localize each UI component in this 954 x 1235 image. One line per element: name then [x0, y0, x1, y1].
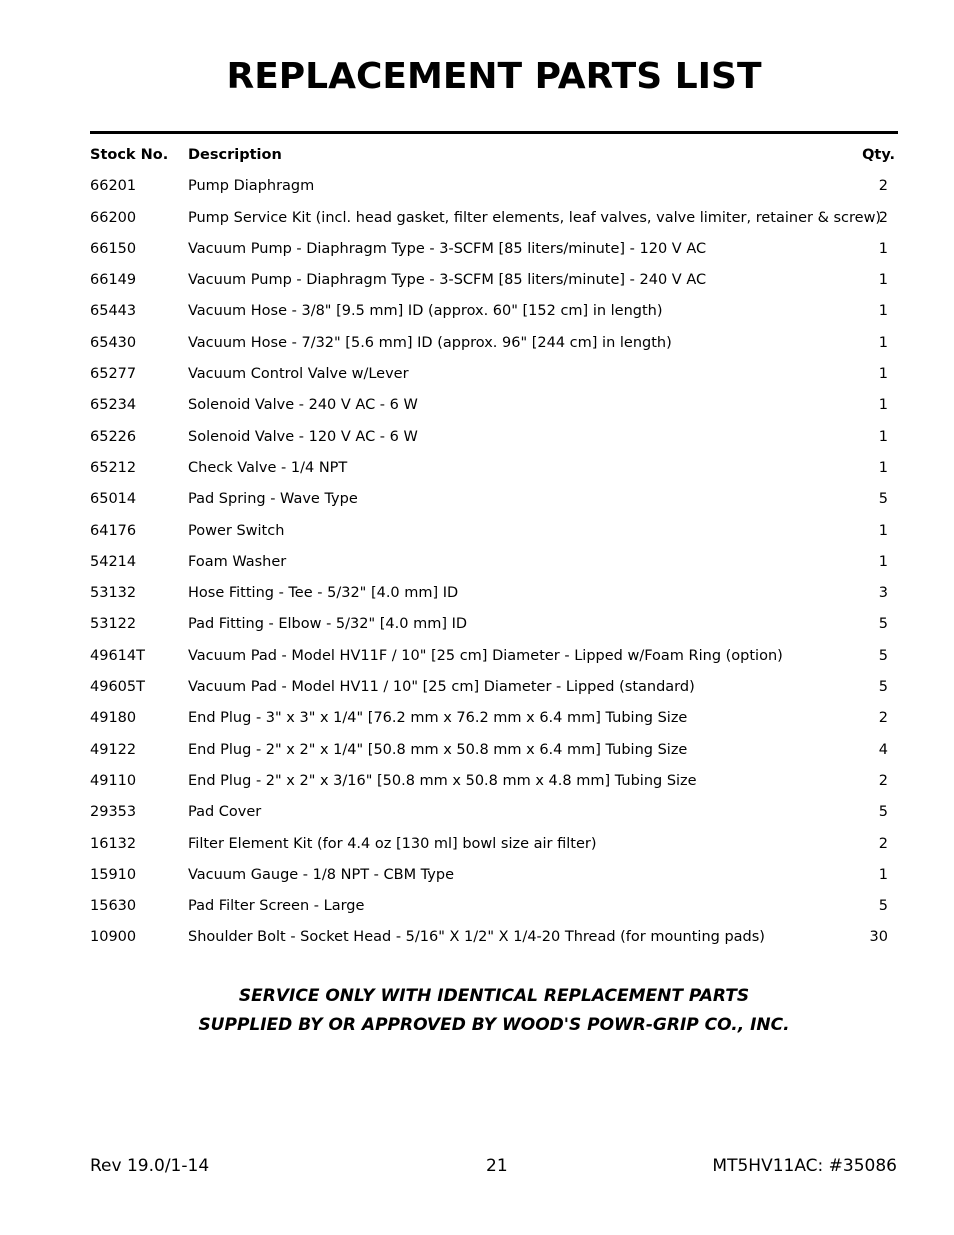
- qty-cell: 2: [878, 209, 888, 226]
- stock-no-cell: 16132: [90, 835, 137, 852]
- service-notice-line-1: SERVICE ONLY WITH IDENTICAL REPLACEMENT PARTS: [238, 986, 750, 1006]
- qty-cell: 1: [878, 366, 888, 383]
- stock-no-cell: 65226: [90, 428, 137, 445]
- qty-cell: 5: [878, 647, 888, 664]
- description-cell: Solenoid Valve - 240 V AC - 6 W: [188, 397, 418, 414]
- table-row: [90, 203, 898, 234]
- description-cell: End Plug - 2" x 2" x 3/16" [50.8 mm x 50.8 mm x 4.8 mm] Tubing Size: [188, 772, 697, 789]
- table-row: [90, 735, 898, 766]
- qty-cell: 5: [878, 898, 888, 915]
- stock-no-cell: 29353: [90, 804, 137, 821]
- description-cell: Vacuum Hose - 7/32" [5.6 mm] ID (approx. 96" [244 cm] in length): [188, 334, 672, 351]
- stock-no-cell: 65234: [90, 397, 137, 414]
- stock-no-cell: 65430: [90, 334, 137, 351]
- qty-cell: 2: [878, 178, 888, 195]
- service-notice-line-2: SUPPLIED BY OR APPROVED BY WOOD'S POWR-GRIP CO., INC.: [198, 1015, 790, 1035]
- qty-cell: 5: [878, 804, 888, 821]
- header-stock-no: Stock No.: [90, 147, 169, 163]
- stock-no-cell: 65443: [90, 303, 137, 320]
- table-row: [90, 672, 898, 703]
- page-title: REPLACEMENT PARTS LIST: [226, 56, 762, 97]
- table-body: [90, 171, 898, 953]
- qty-cell: 5: [878, 616, 888, 633]
- footer-document-id: MT5HV11AC: #35086: [712, 1156, 897, 1176]
- stock-no-cell: 65014: [90, 491, 137, 508]
- description-cell: Pad Cover: [188, 804, 262, 821]
- qty-cell: 30: [869, 929, 888, 946]
- table-row: [90, 703, 898, 734]
- stock-no-cell: 49180: [90, 710, 137, 727]
- description-cell: Vacuum Pump - Diaphragm Type - 3-SCFM [85 liters/minute] - 120 V AC: [188, 240, 707, 257]
- table-row: [90, 766, 898, 797]
- stock-no-cell: 10900: [90, 929, 137, 946]
- description-cell: Filter Element Kit (for 4.4 oz [130 ml] bowl size air filter): [188, 835, 597, 852]
- parts-table: [90, 140, 898, 954]
- table-row: [90, 484, 898, 515]
- description-cell: Vacuum Gauge - 1/8 NPT - CBM Type: [188, 866, 454, 883]
- table-row: [90, 328, 898, 359]
- description-cell: Foam Washer: [188, 553, 287, 570]
- qty-cell: 3: [878, 585, 888, 602]
- description-cell: End Plug - 3" x 3" x 1/4" [76.2 mm x 76.2 mm x 6.4 mm] Tubing Size: [188, 710, 688, 727]
- description-cell: Pad Fitting - Elbow - 5/32" [4.0 mm] ID: [188, 616, 468, 633]
- description-cell: Power Switch: [188, 522, 285, 539]
- table-row: [90, 641, 898, 672]
- header-description: Description: [188, 147, 282, 163]
- qty-cell: 2: [878, 710, 888, 727]
- stock-no-cell: 15630: [90, 898, 137, 915]
- table-row: [90, 891, 898, 922]
- qty-cell: 1: [878, 428, 888, 445]
- description-cell: Vacuum Pad - Model HV11F / 10" [25 cm] Diameter - Lipped w/Foam Ring (option): [188, 647, 783, 664]
- qty-cell: 2: [878, 772, 888, 789]
- stock-no-cell: 49122: [90, 741, 137, 758]
- qty-cell: 1: [878, 240, 888, 257]
- description-cell: Vacuum Pad - Model HV11 / 10" [25 cm] Diameter - Lipped (standard): [188, 679, 695, 696]
- table-row: [90, 609, 898, 640]
- stock-no-cell: 15910: [90, 866, 137, 883]
- qty-cell: 2: [878, 835, 888, 852]
- description-cell: Vacuum Control Valve w/Lever: [188, 366, 409, 383]
- table-row: [90, 797, 898, 828]
- table-row: [90, 829, 898, 860]
- stock-no-cell: 53122: [90, 616, 137, 633]
- description-cell: Shoulder Bolt - Socket Head - 5/16" X 1/2" X 1/4-20 Thread (for mounting pads): [188, 929, 765, 946]
- table-row: [90, 922, 898, 953]
- table-row: [90, 453, 898, 484]
- stock-no-cell: 49605T: [90, 679, 145, 696]
- stock-no-cell: 54214: [90, 553, 137, 570]
- table-row: [90, 547, 898, 578]
- table-row: [90, 234, 898, 265]
- table-row: [90, 422, 898, 453]
- description-cell: Pad Spring - Wave Type: [188, 491, 358, 508]
- qty-cell: 5: [878, 491, 888, 508]
- footer-page-number: 21: [486, 1156, 508, 1176]
- table-row: [90, 265, 898, 296]
- stock-no-cell: 65212: [90, 459, 137, 476]
- description-cell: End Plug - 2" x 2" x 1/4" [50.8 mm x 50.8 mm x 6.4 mm] Tubing Size: [188, 741, 688, 758]
- qty-cell: 4: [878, 741, 888, 758]
- description-cell: Vacuum Hose - 3/8" [9.5 mm] ID (approx. 60" [152 cm] in length): [188, 303, 663, 320]
- qty-cell: 1: [878, 272, 888, 289]
- table-row: [90, 578, 898, 609]
- qty-cell: 5: [878, 679, 888, 696]
- stock-no-cell: 66150: [90, 240, 137, 257]
- qty-cell: 1: [878, 459, 888, 476]
- qty-cell: 1: [878, 303, 888, 320]
- stock-no-cell: 66200: [90, 209, 137, 226]
- table-header-row: [90, 140, 898, 171]
- table-row: [90, 516, 898, 547]
- table-row: [90, 390, 898, 421]
- qty-cell: 1: [878, 522, 888, 539]
- qty-cell: 1: [878, 866, 888, 883]
- table-row: [90, 860, 898, 891]
- stock-no-cell: 49110: [90, 772, 137, 789]
- description-cell: Pump Diaphragm: [188, 178, 315, 195]
- stock-no-cell: 66201: [90, 178, 137, 195]
- table-row: [90, 296, 898, 327]
- header-qty: Qty.: [862, 147, 895, 163]
- qty-cell: 1: [878, 397, 888, 414]
- description-cell: Hose Fitting - Tee - 5/32" [4.0 mm] ID: [188, 585, 459, 602]
- footer-revision: Rev 19.0/1-14: [90, 1156, 210, 1176]
- qty-cell: 1: [878, 553, 888, 570]
- stock-no-cell: 53132: [90, 585, 137, 602]
- description-cell: Vacuum Pump - Diaphragm Type - 3-SCFM [85 liters/minute] - 240 V AC: [188, 272, 707, 289]
- stock-no-cell: 66149: [90, 272, 137, 289]
- stock-no-cell: 49614T: [90, 647, 145, 664]
- table-row: [90, 359, 898, 390]
- description-cell: Check Valve - 1/4 NPT: [188, 459, 348, 476]
- stock-no-cell: 64176: [90, 522, 137, 539]
- title-divider: [90, 131, 898, 134]
- description-cell: Pad Filter Screen - Large: [188, 898, 365, 915]
- description-cell: Solenoid Valve - 120 V AC - 6 W: [188, 428, 418, 445]
- table-row: [90, 171, 898, 202]
- stock-no-cell: 65277: [90, 366, 137, 383]
- description-cell: Pump Service Kit (incl. head gasket, filter elements, leaf valves, valve limiter, retainer & screw): [188, 209, 882, 226]
- qty-cell: 1: [878, 334, 888, 351]
